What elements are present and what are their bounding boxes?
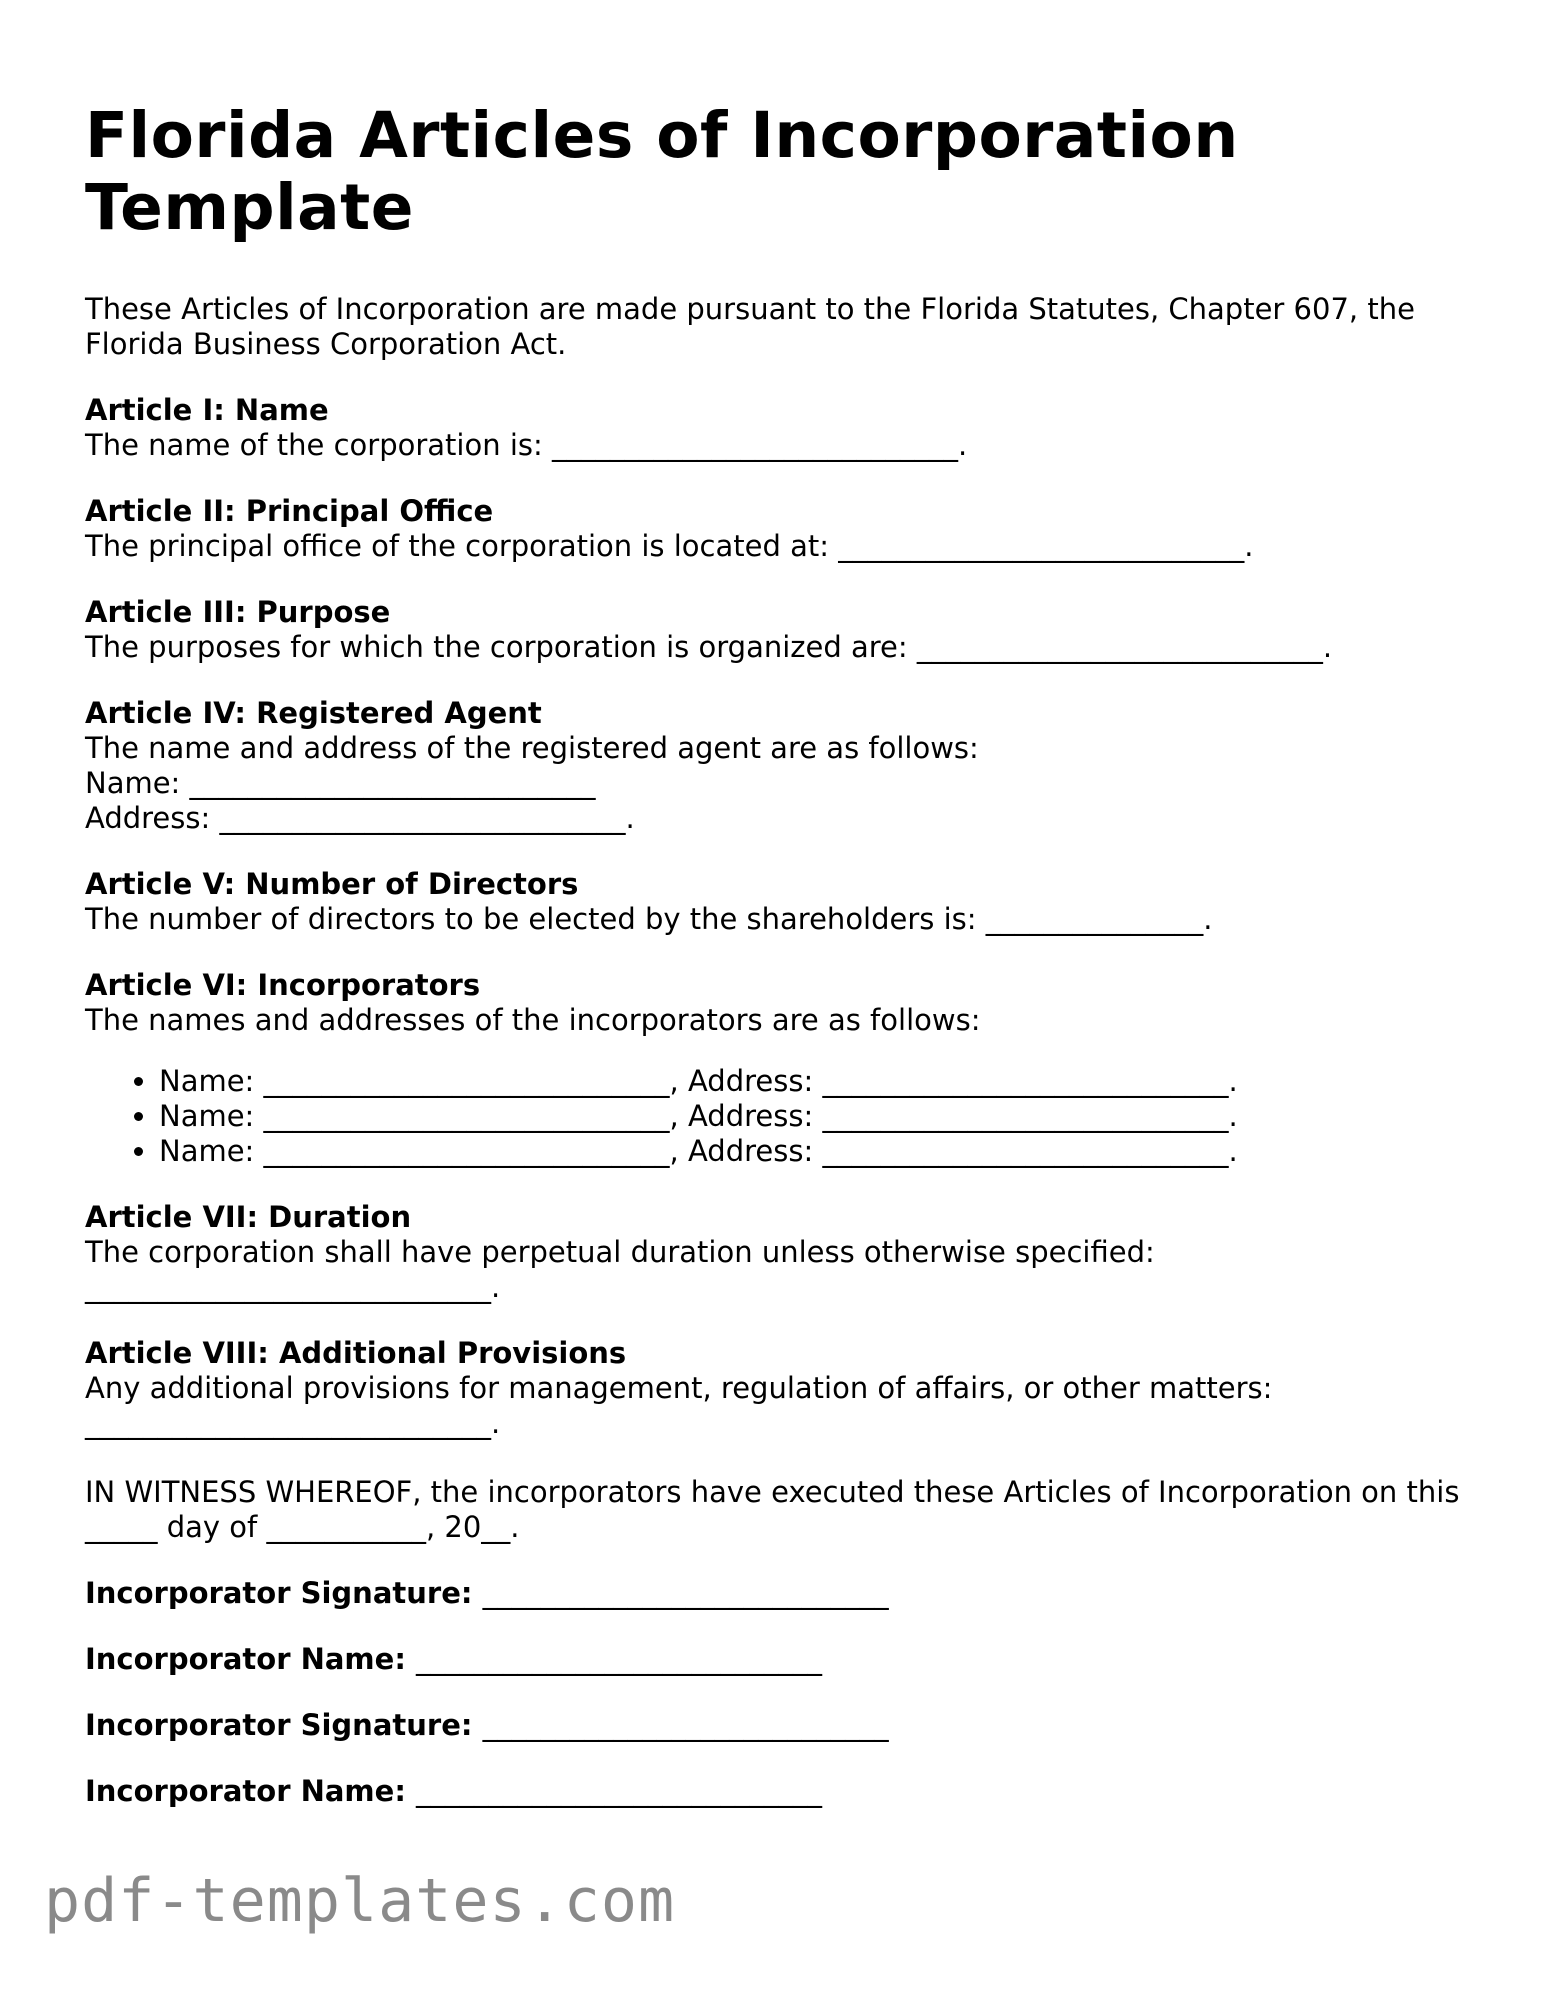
signature-label: Incorporator Signature: <box>85 1708 473 1742</box>
article-purpose <box>85 594 1465 665</box>
article-principal-office <box>85 493 1465 564</box>
registered-agent-address-line: Address: ____________________________. <box>85 801 635 835</box>
list-item: • Name: ____________________________, Address: ____________________________. <box>159 1064 1465 1099</box>
article-title: Article V: Number of Directors <box>85 867 579 901</box>
signature-blank: ____________________________ <box>482 1576 889 1610</box>
registered-agent-name-line: Name: ____________________________ <box>85 766 596 800</box>
principal-office-line: The principal office of the corporation is located at: ____________________________. <box>85 529 1254 563</box>
incorporator-name-line <box>85 1641 1465 1677</box>
article-title: Article I: Name <box>85 393 329 427</box>
article-number-of-directors <box>85 866 1465 937</box>
duration-blank-line: ____________________________. <box>85 1270 501 1304</box>
article-duration <box>85 1199 1465 1305</box>
article-title: Article VI: Incorporators <box>85 968 481 1002</box>
incorporator-signature-line <box>85 1707 1465 1743</box>
article-additional-provisions <box>85 1335 1465 1441</box>
list-item: • Name: ____________________________, Address: ____________________________. <box>159 1099 1465 1134</box>
purpose-line: The purposes for which the corporation is organized are: ____________________________. <box>85 630 1333 664</box>
watermark: pdf-templates.com <box>44 1866 676 1936</box>
incorporator-list <box>85 1064 1465 1169</box>
duration-line: The corporation shall have perpetual duration unless otherwise specified: <box>85 1235 1155 1269</box>
name-label: Incorporator Name: <box>85 1774 406 1808</box>
name-label: Incorporator Name: <box>85 1642 406 1676</box>
article-name <box>85 392 1465 463</box>
article-title: Article VIII: Additional Provisions <box>85 1336 627 1370</box>
article-title: Article II: Principal Office <box>85 494 494 528</box>
directors-line: The number of directors to be elected by the shareholders is: _______________. <box>85 902 1213 936</box>
signature-blank: ____________________________ <box>482 1708 889 1742</box>
incorporators-intro: The names and addresses of the incorporators are as follows: <box>85 1003 981 1037</box>
list-item: • Name: ____________________________, Address: ____________________________. <box>159 1134 1465 1169</box>
document-page <box>85 100 1465 1809</box>
name-blank: ____________________________ <box>416 1774 823 1808</box>
article-registered-agent <box>85 695 1465 836</box>
incorporator-name-line <box>85 1773 1465 1809</box>
signature-label: Incorporator Signature: <box>85 1576 473 1610</box>
page-title: Florida Articles of Incorporation Template <box>85 99 1239 244</box>
article-title: Article IV: Registered Agent <box>85 696 542 730</box>
witness-paragraph: IN WITNESS WHEREOF, the incorporators have executed these Articles of Incorporation on this _____ day of ___________, 20__. <box>85 1475 1460 1544</box>
provisions-blank-line: ____________________________. <box>85 1406 501 1440</box>
intro-paragraph: These Articles of Incorporation are made pursuant to the Florida Statutes, Chapter 607, the Florida Business Corporation Act. <box>85 292 1415 361</box>
registered-agent-intro: The name and address of the registered agent are as follows: <box>85 731 979 765</box>
article-title: Article III: Purpose <box>85 595 391 629</box>
article-incorporators <box>85 967 1465 1169</box>
provisions-line: Any additional provisions for management, regulation of affairs, or other matters: <box>85 1371 1273 1405</box>
incorporator-signature-line <box>85 1575 1465 1611</box>
corporation-name-line: The name of the corporation is: ____________________________. <box>85 428 968 462</box>
name-blank: ____________________________ <box>416 1642 823 1676</box>
article-title: Article VII: Duration <box>85 1200 412 1234</box>
